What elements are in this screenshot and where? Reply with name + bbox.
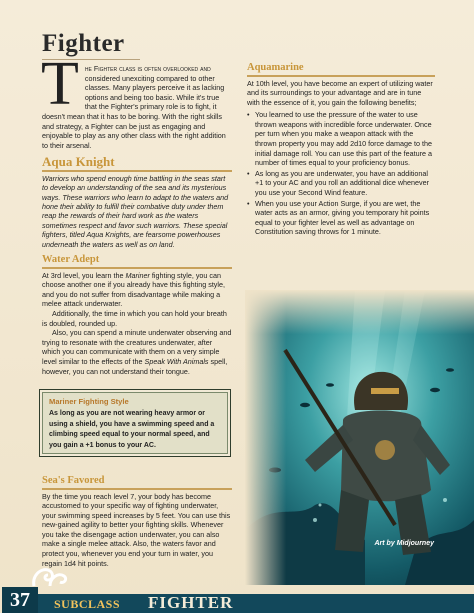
heading-rule (42, 170, 232, 172)
subclass-label: SUBCLASS (54, 597, 121, 611)
seas-favored-text: By the time you reach level 7, your body has become accustomed to your specific way of fighting underwater, your swimming speed increases by 5 feet. You can use this new-gained agility to better your fighting skills. Whenever you take the disengage action underwater, you can also make a single melee attack. Also, the waters favor and protect you, whenever you end your turn in water, you regain 1d4 hit points. (42, 491, 231, 568)
intro-first-words: he Fighter class is often overlooked and (84, 64, 211, 73)
water-adept-p2: Additionally, the time in which you can hold your breath is doubled, rounded up. (42, 308, 227, 328)
water-adept-p1-a: At 3rd level, you learn the (42, 270, 126, 280)
seas-favored-section (42, 470, 232, 568)
right-column (247, 62, 435, 238)
underwater-knight-image (245, 290, 474, 585)
aqua-knight-illustration (245, 290, 474, 585)
heading-rule (247, 75, 435, 77)
art-caption: Art by Midjourney (374, 540, 434, 547)
aquamarine-intro: At 10th level, you have become an expert of utilizing water and its surroundings to your advantage and are in tune with the essence of it, you gain the following benefits; (247, 78, 433, 107)
aquamarine-list (247, 110, 435, 237)
water-adept-p1 (42, 271, 232, 309)
sidebar-title: Mariner Fighting Style (49, 397, 129, 406)
footer (0, 590, 474, 613)
aqua-knight-heading: Aqua Knight (42, 154, 115, 170)
mariner-sidebar (42, 392, 228, 454)
page-number: 37 (2, 587, 38, 613)
spell-name: Speak With Animals (144, 356, 209, 366)
wave-ornament-icon (30, 562, 70, 590)
left-column (42, 30, 232, 376)
list-item: • As long as you are underwater, you have an additional +1 to your AC and you roll an additional dice whenever you use your Second Wind feature. (247, 169, 435, 198)
aquamarine-heading: Aquamarine (247, 62, 304, 73)
list-item: • You learned to use the pressure of the water to use thrown weapons with incredible force underwater. Once per turn when you make a weapon attack with the thrown property you may add 2d10 force damage to the initial damage roll. You can use this part of the feature a number of times equal to your proficiency bonus. (247, 110, 435, 168)
sidebar-text: As long as you are not wearing heavy armor or using a shield, you have a swimming speed and a climbing speed equal to your normal speed, and you gain a +1 bonus to your AC. (49, 410, 215, 449)
water-adept-p3-b: spell, however, you can not understand their tongue. (42, 356, 228, 376)
page-title: Fighter (42, 30, 125, 57)
aqua-knight-text: Warriors who spend enough time battling in the seas start to develop an understanding of the sea and its mysterious ways. These warriors who learn to adapt to the waters and hone their ability to fulfill their combative duty under them reap the rewards of their hard work as the waters sometimes respect and favor such warriors. These special fighters, titled Aqua Knights, are fearsome powerhouses underneath the waters as well as on land. (42, 173, 229, 249)
water-adept-p3 (42, 328, 232, 376)
heading-rule (42, 488, 232, 490)
heading-rule (42, 267, 232, 269)
water-adept-heading: Water Adept (42, 254, 100, 266)
water-adept-p3-a: Also, you can spend a minute underwater observing and trying to resonate with the creatures underwater, after which you can communicate with them on a very simple level similar to the effects of the (42, 328, 232, 366)
class-label: FIGHTER (148, 593, 234, 612)
dropcap: T (41, 50, 79, 118)
mariner-term: Mariner (125, 270, 150, 280)
list-item: • When you use your Action Surge, if you are wet, the water acts as an armor, giving you temporary hit points equal to your fighter level as well as advantage on Constitution saving throws for 1 minute. (247, 199, 435, 237)
seas-favored-heading: Sea's Favored (42, 475, 105, 486)
intro-paragraph (41, 50, 232, 150)
water-adept-p1-b: fighting style, you can choose another one if you already have this fighting style, and you do not suffer from disadvantage while making a melee attack underwater. (42, 270, 225, 309)
intro-text: considered unexciting compared to other classes. Many players perceive it as lacking options and being too basic. While it's true that the Fighter's primary role is to fight, it doesn't mean that it has to be boring. With the right skills and strategy, a Fighter can be just as engaging and enjoyable to play as any other class with the right addition to their arsenal. (42, 73, 226, 150)
